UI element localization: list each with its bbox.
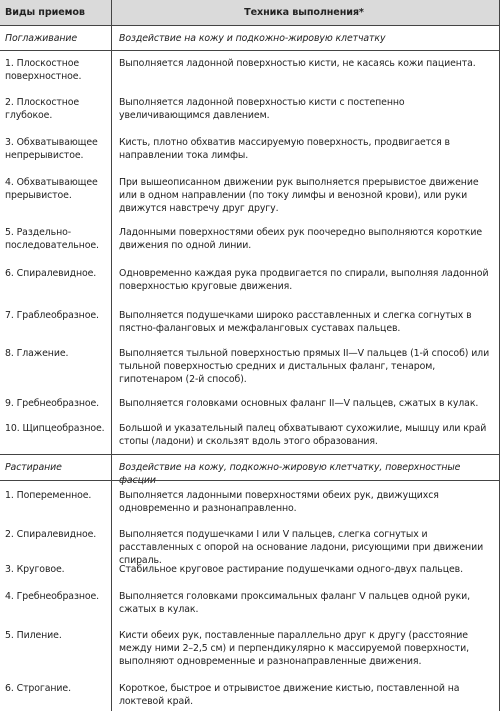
section-name xyxy=(0,26,111,50)
section-name xyxy=(0,455,111,480)
table-row xyxy=(0,481,500,521)
technique-description-text: Кисть, плотно обхватив массируемую поверхность, продвигается в направлении тока лимфы. xyxy=(119,137,450,162)
header-col-technique-label: Техника выполнения* xyxy=(244,7,364,18)
section-header xyxy=(0,455,500,480)
technique-name xyxy=(0,85,111,125)
section-header xyxy=(0,26,500,50)
technique-description-text: При вышеописанном движении рук выполняется прерывистое движение или в одном направлении (по току лимфы и венозной крови), или руки движутся навстречу друг другу. xyxy=(119,177,479,215)
technique-description-text: Выполняется подушечками широко расставленных и слегка согнутых в пястно-фаланговых и межфаланговых суставах пальцев. xyxy=(119,310,472,335)
technique-description-text: Выполняется ладонными поверхностями обеих рук, движущихся одновременно и разнонаправленно. xyxy=(119,490,439,515)
table-row xyxy=(0,521,500,567)
technique-description xyxy=(111,521,500,567)
technique-description-text: Выполняется тыльной поверхностью прямых II—V пальцев (1-й способ) или тыльной поверхностью средних и дистальных фаланг, тенаром, гипотенаром (2-й способ). xyxy=(119,348,490,386)
technique-name-text: 1. Плоскостное поверхностное. xyxy=(5,58,82,83)
technique-description xyxy=(111,341,500,394)
table-row xyxy=(0,166,500,220)
technique-name-text: 5. Пиление. xyxy=(5,630,62,641)
technique-description xyxy=(111,301,500,341)
table-row xyxy=(0,558,500,582)
technique-name-text: 8. Глажение. xyxy=(5,348,69,359)
technique-name xyxy=(0,394,111,417)
technique-name xyxy=(0,417,111,454)
technique-name-text: 4. Гребнеобразное. xyxy=(5,591,100,602)
technique-description xyxy=(111,582,500,622)
technique-name xyxy=(0,341,111,394)
technique-name-text: 1. Попеременное. xyxy=(5,490,92,501)
technique-description xyxy=(111,259,500,301)
technique-description-text: Кисти обеих рук, поставленные параллельно друг к другу (расстояние между ними 2–2,5 см) и перпендикулярно к массируемой поверхности, выполняют одновременные и разнонаправленные движения. xyxy=(119,630,469,668)
technique-name-text: 2. Плоскостное глубокое. xyxy=(5,97,80,122)
technique-description-text: Ладонными поверхностями обеих рук поочередно выполняются короткие движения по одной линии. xyxy=(119,227,482,252)
technique-description-text: Выполняется головками проксимальных фаланг V пальцев одной руки, сжатых в кулак. xyxy=(119,591,471,616)
table-row xyxy=(0,259,500,301)
technique-description xyxy=(111,481,500,521)
table-row xyxy=(0,301,500,341)
technique-description-text: Одновременно каждая рука продвигается по спирали, выполняя ладонной поверхностью круговые движения. xyxy=(119,268,489,293)
technique-name-text: 10. Щипцеобразное. xyxy=(5,423,105,434)
section-name-text: Растирание xyxy=(5,462,62,473)
technique-description-text: Выполняется ладонной поверхностью кисти с постепенно увеличивающимся давлением. xyxy=(119,97,405,122)
technique-name xyxy=(0,558,111,582)
technique-description-text: Стабильное круговое растирание подушечками одного-двух пальцев. xyxy=(119,564,463,575)
technique-name-text: 6. Спиралевидное. xyxy=(5,268,97,279)
technique-description xyxy=(111,417,500,454)
technique-name-text: 2. Спиралевидное. xyxy=(5,529,97,540)
technique-name xyxy=(0,582,111,622)
section-name-text: Поглаживание xyxy=(5,33,78,44)
technique-name-text: 4. Обхватывающее прерывистое. xyxy=(5,177,98,202)
header-col-technique xyxy=(111,0,500,25)
table-row xyxy=(0,125,500,166)
section-description xyxy=(111,455,500,480)
technique-description xyxy=(111,85,500,125)
technique-name-text: 6. Строгание. xyxy=(5,683,71,694)
technique-description xyxy=(111,622,500,674)
technique-name xyxy=(0,301,111,341)
technique-name xyxy=(0,622,111,674)
header-col-types-label: Виды приемов xyxy=(5,7,85,18)
technique-description-text: Большой и указательный палец обхватывают сухожилие, мышцу или край стопы (ладони) и скользят вдоль этого образования. xyxy=(119,423,487,448)
technique-name-text: 9. Гребнеобразное. xyxy=(5,398,100,409)
technique-name xyxy=(0,259,111,301)
technique-name-text: 5. Раздельно-последовательное. xyxy=(5,227,99,252)
technique-description xyxy=(111,125,500,166)
technique-description xyxy=(111,558,500,582)
technique-description-text: Выполняется подушечками I или V пальцев, слегка согнутых и расставленных с опорой на основание ладони, рисующими при движении спираль. xyxy=(119,529,484,567)
technique-description-text: Выполняется ладонной поверхностью кисти, не касаясь кожи пациента. xyxy=(119,58,476,69)
table-row xyxy=(0,220,500,259)
table-row xyxy=(0,85,500,125)
technique-name-text: 3. Круговое. xyxy=(5,564,65,575)
technique-name xyxy=(0,51,111,85)
technique-description-text: Выполняется головками основных фаланг II—V пальцев, сжатых в кулак. xyxy=(119,398,479,409)
table-row xyxy=(0,341,500,394)
technique-name xyxy=(0,220,111,259)
technique-name xyxy=(0,166,111,220)
technique-name-text: 7. Граблеобразное. xyxy=(5,310,99,321)
technique-description xyxy=(111,674,500,711)
section-description-text: Воздействие на кожу и подкожно-жировую клетчатку xyxy=(119,33,386,44)
technique-name xyxy=(0,481,111,521)
technique-description xyxy=(111,51,500,85)
section-description-text: Воздействие на кожу, подкожно-жировую клетчатку, поверхностные xyxy=(119,462,461,473)
technique-description xyxy=(111,394,500,417)
table-header xyxy=(0,0,500,25)
technique-description-text: Короткое, быстрое и отрывистое движение кистью, поставленной на локтевой край. xyxy=(119,683,460,708)
table-row xyxy=(0,582,500,622)
technique-name xyxy=(0,125,111,166)
technique-name xyxy=(0,674,111,711)
table-row xyxy=(0,674,500,711)
section-description xyxy=(111,26,500,50)
technique-name xyxy=(0,521,111,558)
table-row xyxy=(0,51,500,85)
table-row xyxy=(0,394,500,417)
header-col-types xyxy=(0,0,111,25)
technique-name-text: 3. Обхватывающее непрерывистое. xyxy=(5,137,98,162)
technique-description xyxy=(111,166,500,220)
technique-description xyxy=(111,220,500,259)
table-row xyxy=(0,417,500,454)
table-row xyxy=(0,622,500,674)
